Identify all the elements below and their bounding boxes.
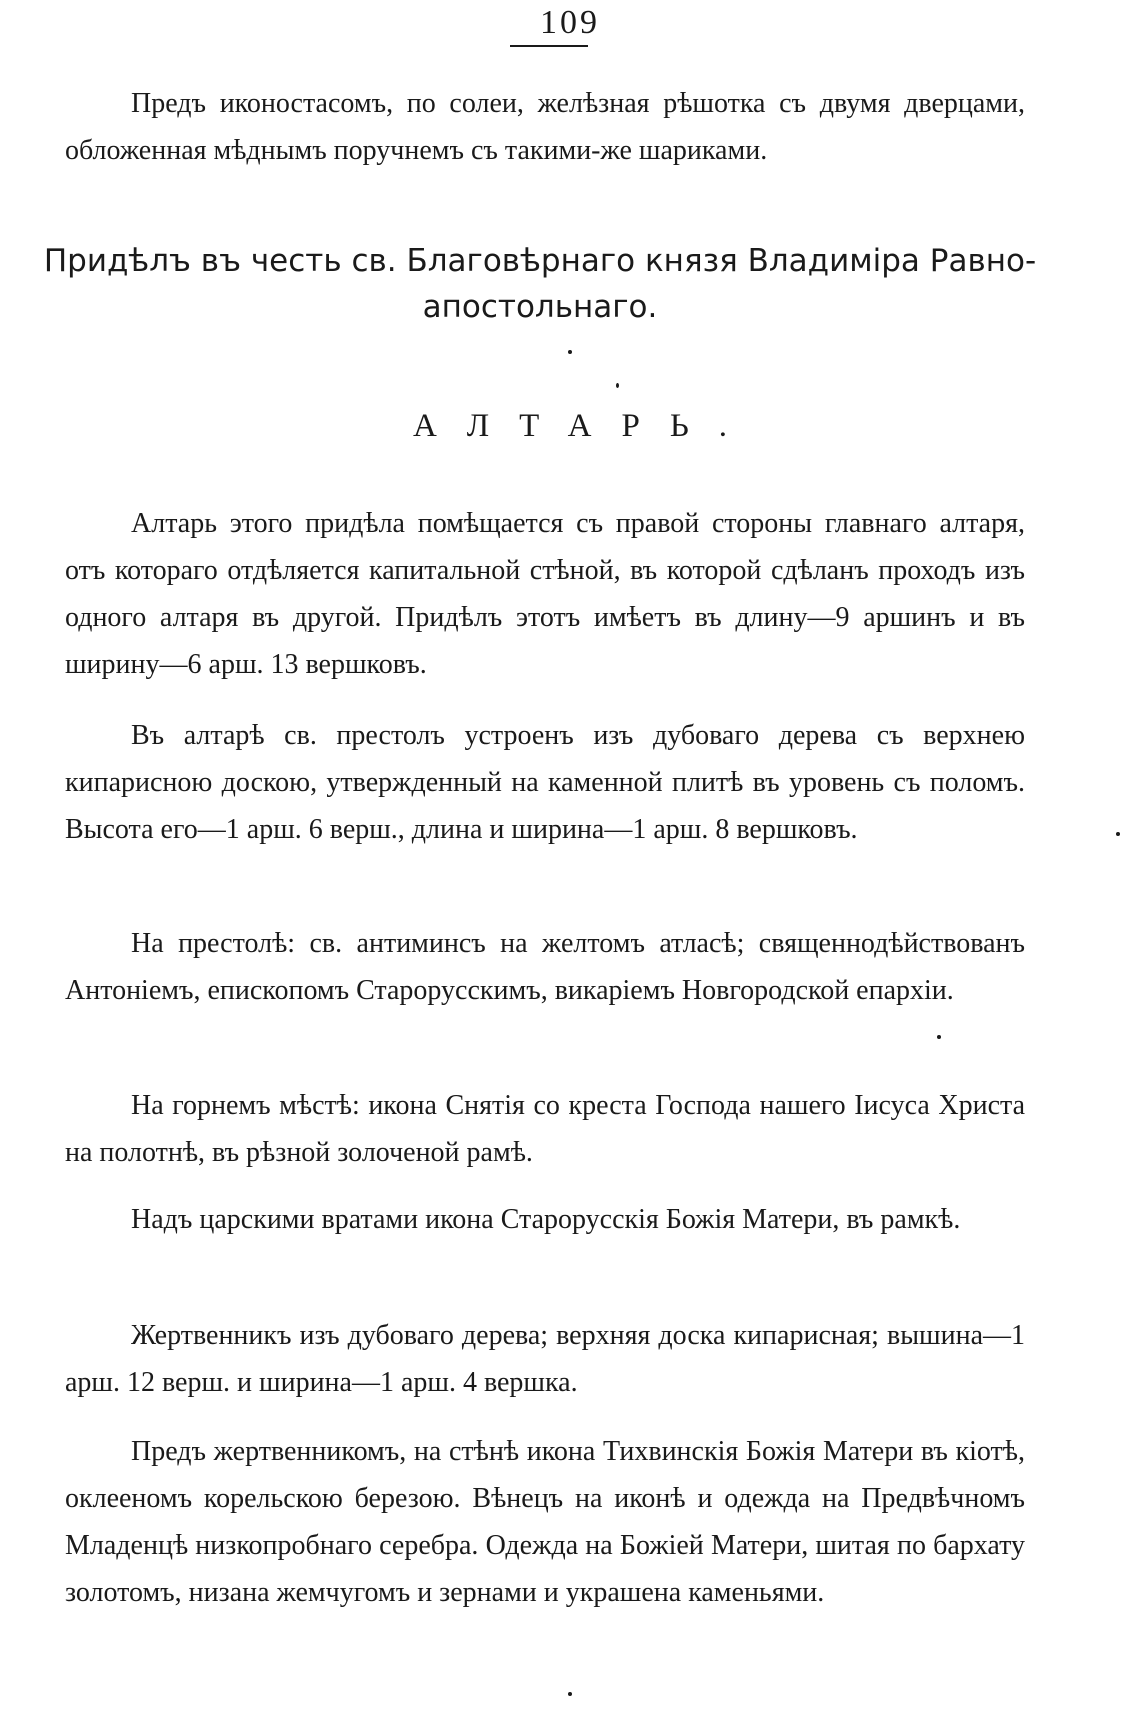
page-number-rule [510,45,588,47]
intro-paragraph [65,80,1025,174]
print-speck [616,383,619,388]
paragraph-text: Въ алтарѣ св. престолъ устроенъ изъ дубоваго дерева съ верхнею кипарисною доскою, утвержденный на каменной плитѣ въ уровень съ поломъ. Высота его—1 арш. 6 верш., длина и ширина—1 арш. 8 вершковъ. [65,720,1025,845]
print-speck [937,1035,941,1039]
chapel-heading [40,238,1040,330]
print-speck [1116,832,1120,836]
paragraph-text: На горнемъ мѣстѣ: икона Снятія со креста Господа нашего Іисуса Христа на полотнѣ, въ рѣзной золоченой рамѣ. [65,1090,1025,1168]
paragraph-table-of-oblation [65,1312,1025,1406]
intro-text: Предъ иконостасомъ, по солеи, желѣзная рѣшотка съ двумя дверцами, обложенная мѣднымъ поручнемъ съ такими-же шариками. [65,88,1025,166]
print-speck [568,350,572,354]
chapel-heading-line-1: Придѣлъ въ честь св. Благовѣрнаго князя Владиміра Равно- [43,243,1037,279]
paragraph-text: Алтарь этого придѣла помѣщается съ правой стороны главнаго алтаря, отъ котораго отдѣляется капитальной стѣной, въ которой сдѣланъ проходъ изъ одного алтаря въ другой. Придѣлъ этотъ имѣетъ въ длину—9 аршинъ и въ ширину—6 арш. 13 вершковъ. [65,508,1025,680]
print-speck [568,1692,572,1696]
section-title: АЛТАРЬ. [412,408,758,444]
paragraph-text: Жертвенникъ изъ дубоваго дерева; верхняя доска кипарисная; вышина—1 арш. 12 верш. и ширина—1 арш. 4 вершка. [65,1320,1025,1398]
paragraph-throne [65,712,1025,853]
paragraph-text: Предъ жертвенникомъ, на стѣнѣ икона Тихвинскія Божія Матери въ кіотѣ, оклееномъ корельскою березою. Вѣнецъ на иконѣ и одежда на Предвѣчномъ Младенцѣ низкопробнаго серебра. Одежда на Божіей Матери, шитая по бархату золотомъ, низана жемчугомъ и зернами и украшена каменьями. [65,1436,1025,1608]
paragraph-tikhvin-icon [65,1428,1025,1616]
paragraph-text: На престолѣ: св. антиминсъ на желтомъ атласѣ; священнодѣйствованъ Антоніемъ, епископомъ Старорусскимъ, викаріемъ Новгородской епархіи. [65,928,1025,1006]
chapel-heading-line-2: апостольнаго. [422,289,658,325]
paragraph-royal-doors [65,1196,1025,1243]
paragraph-altar [65,500,1025,688]
page-number: 109 [540,4,600,41]
paragraph-antimension [65,920,1025,1014]
paragraph-high-place [65,1082,1025,1176]
paragraph-text: Надъ царскими вратами икона Старорусскія Божія Матери, въ рамкѣ. [131,1204,961,1235]
